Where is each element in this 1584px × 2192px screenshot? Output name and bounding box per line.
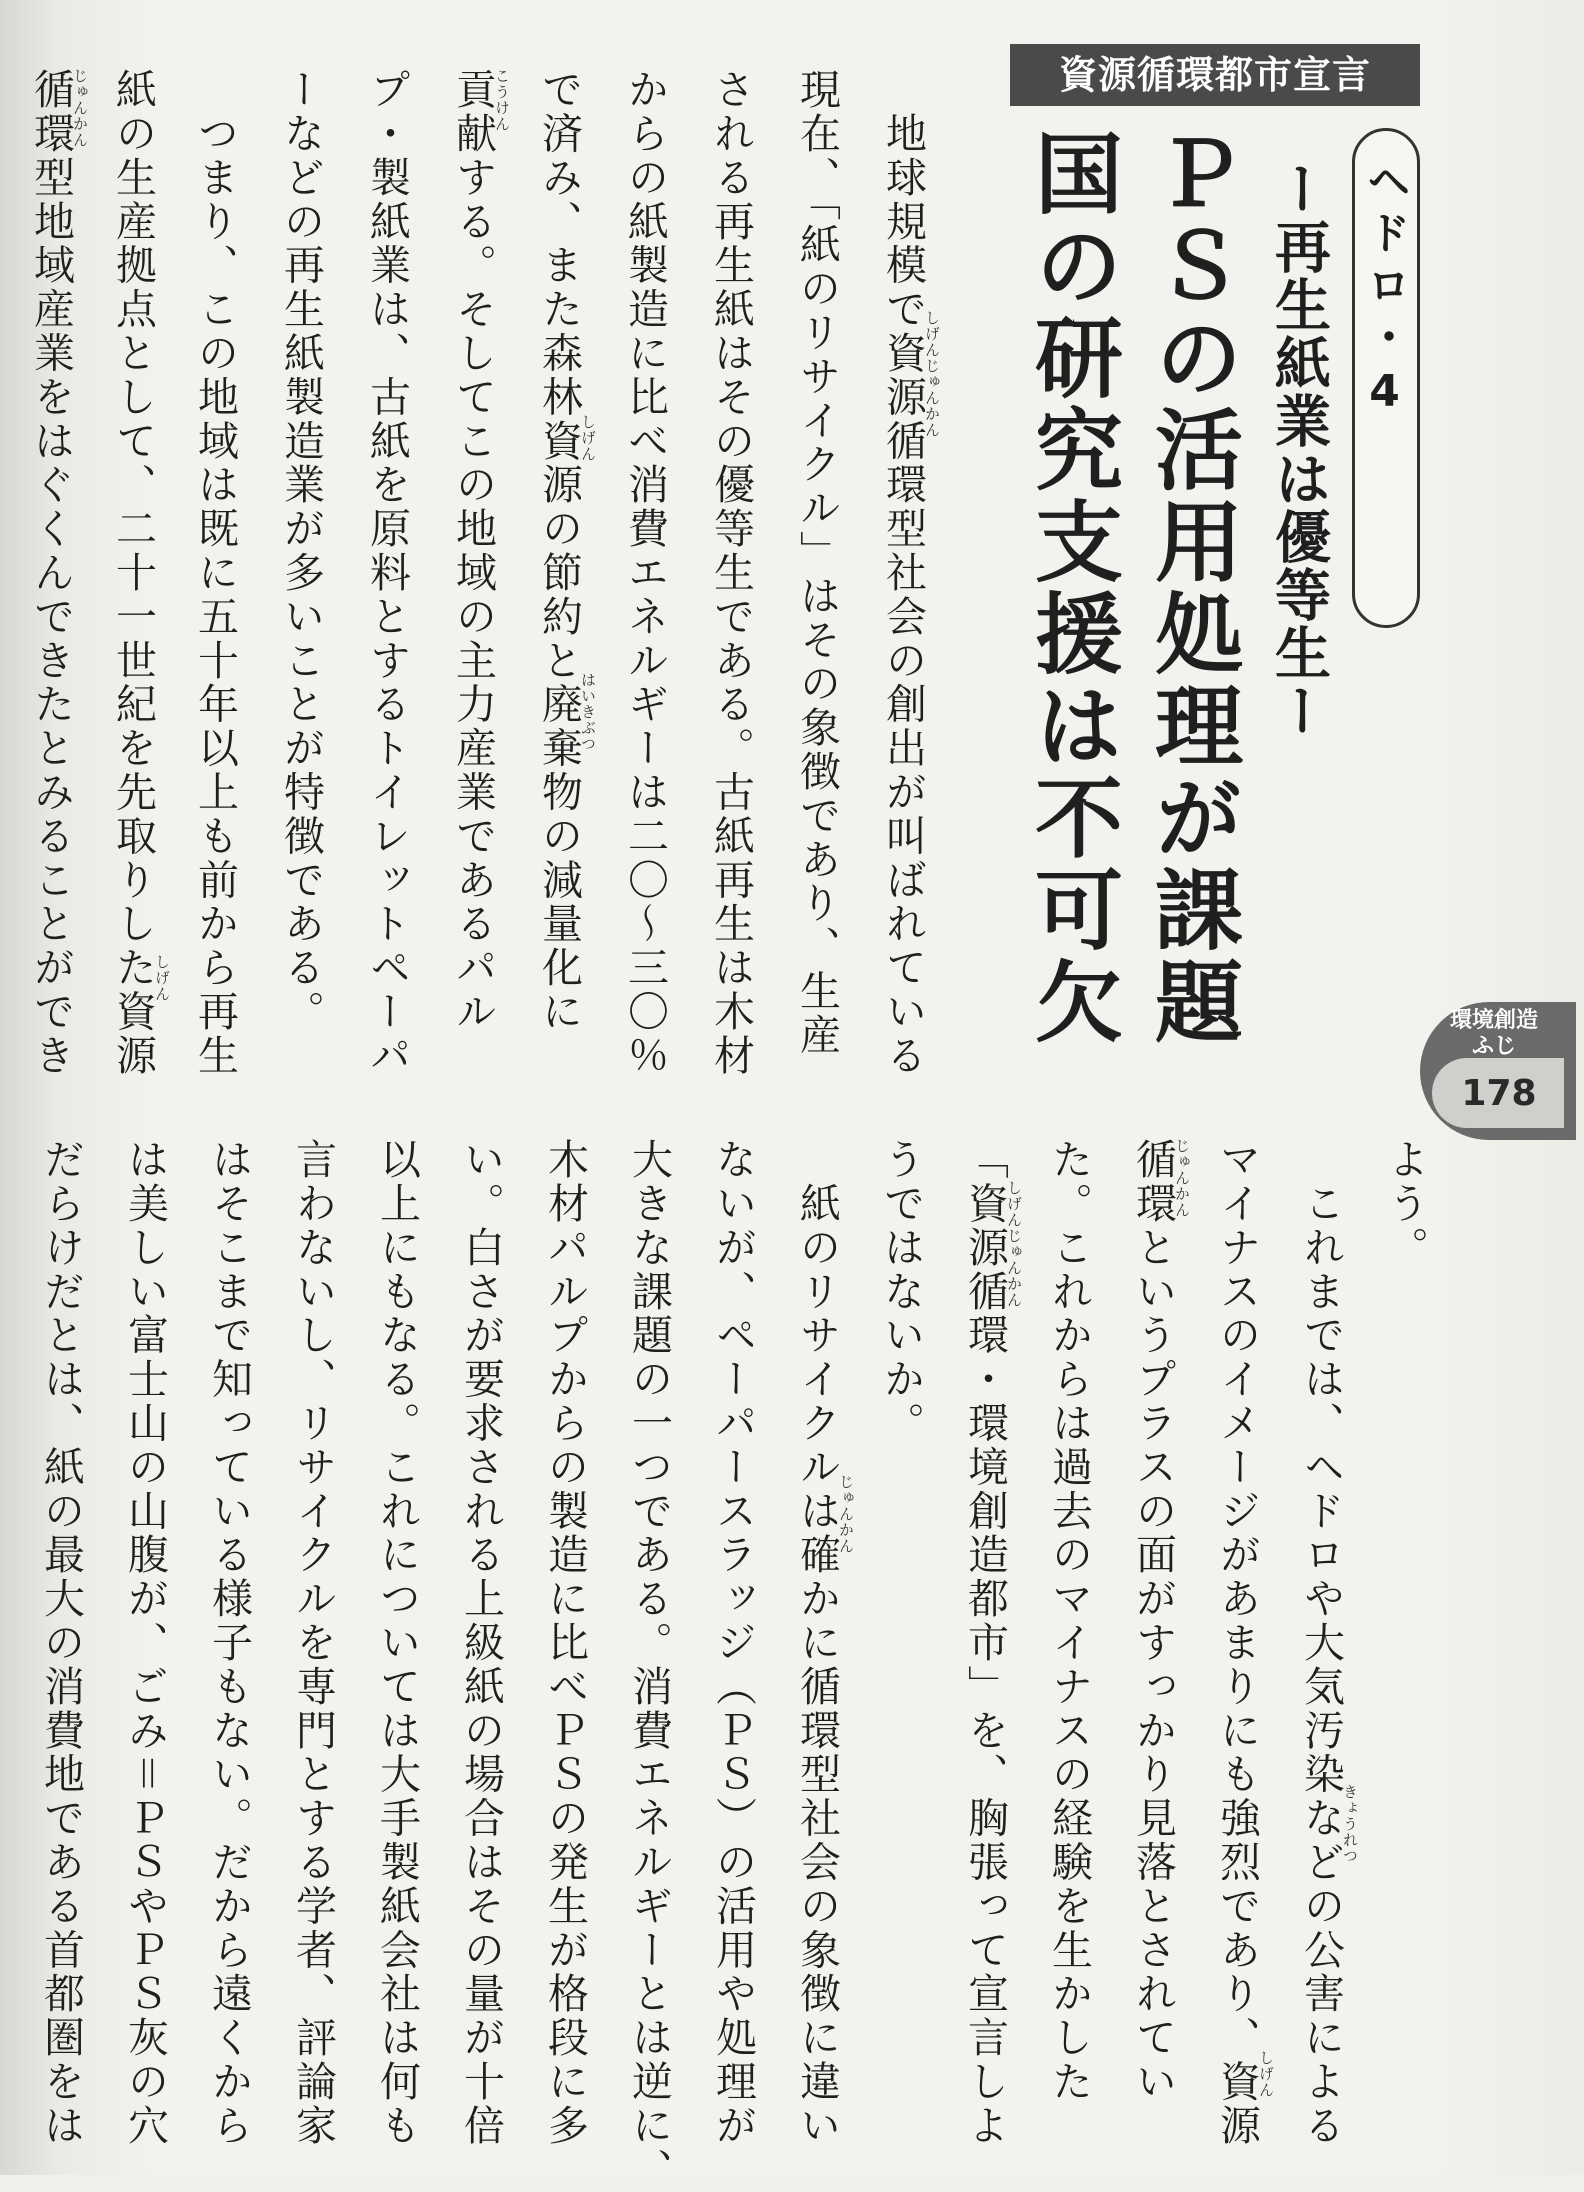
- body-column-lower-2: これまでは、ヘドロや大気汚染などの公害による: [1297, 1138, 1345, 2148]
- headline-line-2: 国の研究支援は不可欠: [1021, 128, 1124, 1048]
- body-column-upper-1: 地球規模で資源循環型社会の創出が叫ばれている: [879, 68, 927, 1078]
- body-column-lower-13: 以上にもなる。これについては大手製紙会社は何も: [373, 1138, 421, 2148]
- furigana-shigen-2: しげん: [153, 954, 171, 1002]
- body-column-lower-7: うではないか。: [877, 1138, 925, 1446]
- furigana-shigen-1: しげん: [579, 414, 597, 462]
- badge-series-line-1: 環境創造: [1449, 1008, 1538, 1033]
- body-column-lower-17: だらけだとは、紙の最大の消費地である首都圏をは: [37, 1138, 85, 2148]
- furigana-shigen-jyunkan-2: しげんじゅんかん: [1005, 1180, 1023, 1308]
- body-column-upper-2: 現在、「紙のリサイクル」はその象徴であり、生産: [793, 68, 841, 1058]
- series-label: ヘドロ・4: [1359, 158, 1410, 425]
- body-column-upper-8: ーなどの再生紙製造業が多いことが特徴である。: [277, 68, 325, 1034]
- body-column-lower-3: マイナスのイメージがあまりにも強烈であり、資源: [1213, 1138, 1261, 2148]
- section-banner: 資源循環都市宣言: [1010, 44, 1420, 106]
- furigana-shigen-jyunkan: しげんじゅんかん: [923, 310, 941, 438]
- body-column-lower-5: た。これからは過去のマイナスの経験を生かした: [1045, 1138, 1093, 2104]
- furigana-haikibutsu: はいきぶつ: [579, 672, 597, 752]
- body-column-lower-11: 木材パルプからの製造に比べＰＳの発生が格段に多: [541, 1138, 589, 2148]
- badge-series-name: [1424, 1008, 1564, 1060]
- body-column-upper-6: 貢献する。そしてこの地域の主力産業であるパル: [449, 68, 497, 1034]
- body-column-lower-9: ないが、ペーパースラッジ（ＰＳ）の活用や処理が: [709, 1138, 757, 2148]
- badge-series-line-2: ふじ: [1471, 1034, 1516, 1059]
- body-column-upper-4: からの紙製造に比べ消費エネルギーは二〇～三〇％: [621, 68, 669, 1078]
- body-column-lower-1: よう。: [1381, 1138, 1429, 1270]
- body-column-upper-3: される再生紙はその優等生である。古紙再生は木材: [707, 68, 755, 1078]
- furigana-jyunkan-3: じゅんかん: [837, 1474, 855, 1554]
- body-column-lower-16: は美しい富士山の山腹が、ごみ＝ＰＳやＰＳ灰の穴: [121, 1138, 169, 2148]
- page-number: 178: [1461, 1073, 1537, 1114]
- furigana-kyouretsu: きょうれつ: [1341, 1784, 1359, 1864]
- body-column-lower-14: 言わないし、リサイクルを専門とする学者、評論家: [289, 1138, 337, 2148]
- body-column-upper-10: 紙の生産拠点として、二十一世紀を先取りした資源: [109, 68, 157, 1078]
- body-column-upper-9: つまり、この地域は既に五十年以上も前から再生: [191, 68, 239, 1078]
- body-column-upper-7: プ・製紙業は、古紙を原料とするトイレットペーパ: [363, 68, 411, 1078]
- furigana-jyunkan-1: じゅんかん: [71, 68, 89, 148]
- body-column-upper-5: で済み、また森林資源の節約と廃棄物の減量化に: [535, 68, 583, 1034]
- furigana-jyunkan-2: じゅんかん: [1173, 1138, 1191, 1218]
- body-column-lower-10: 大きな課題の一つである。消費エネルギーとは逆に、: [625, 1138, 673, 2192]
- furigana-shigen-3: しげん: [1257, 2050, 1275, 2098]
- headline-line-1: ＰＳの活用処理が課題: [1141, 128, 1244, 1048]
- body-column-upper-11: 循環型地域産業をはぐくんできたとみることができ: [27, 68, 75, 1078]
- body-column-lower-12: い。白さが要求される上級紙の場合はその量が十倍: [457, 1138, 505, 2148]
- furigana-kouken: こうけん: [493, 68, 511, 132]
- body-column-lower-8: 紙のリサイクルは確かに循環型社会の象徴に違い: [793, 1138, 841, 2148]
- article-subtitle: ー再生紙業は優等生ー: [1266, 160, 1331, 740]
- body-column-lower-6: 「資源循環・環境創造都市」を、胸張って宣言しよ: [961, 1138, 1009, 2148]
- body-column-lower-4: 循環というプラスの面がすっかり見落とされてい: [1129, 1138, 1177, 2104]
- body-column-lower-15: はそこまで知っている様子もない。だから遠くから: [205, 1138, 253, 2148]
